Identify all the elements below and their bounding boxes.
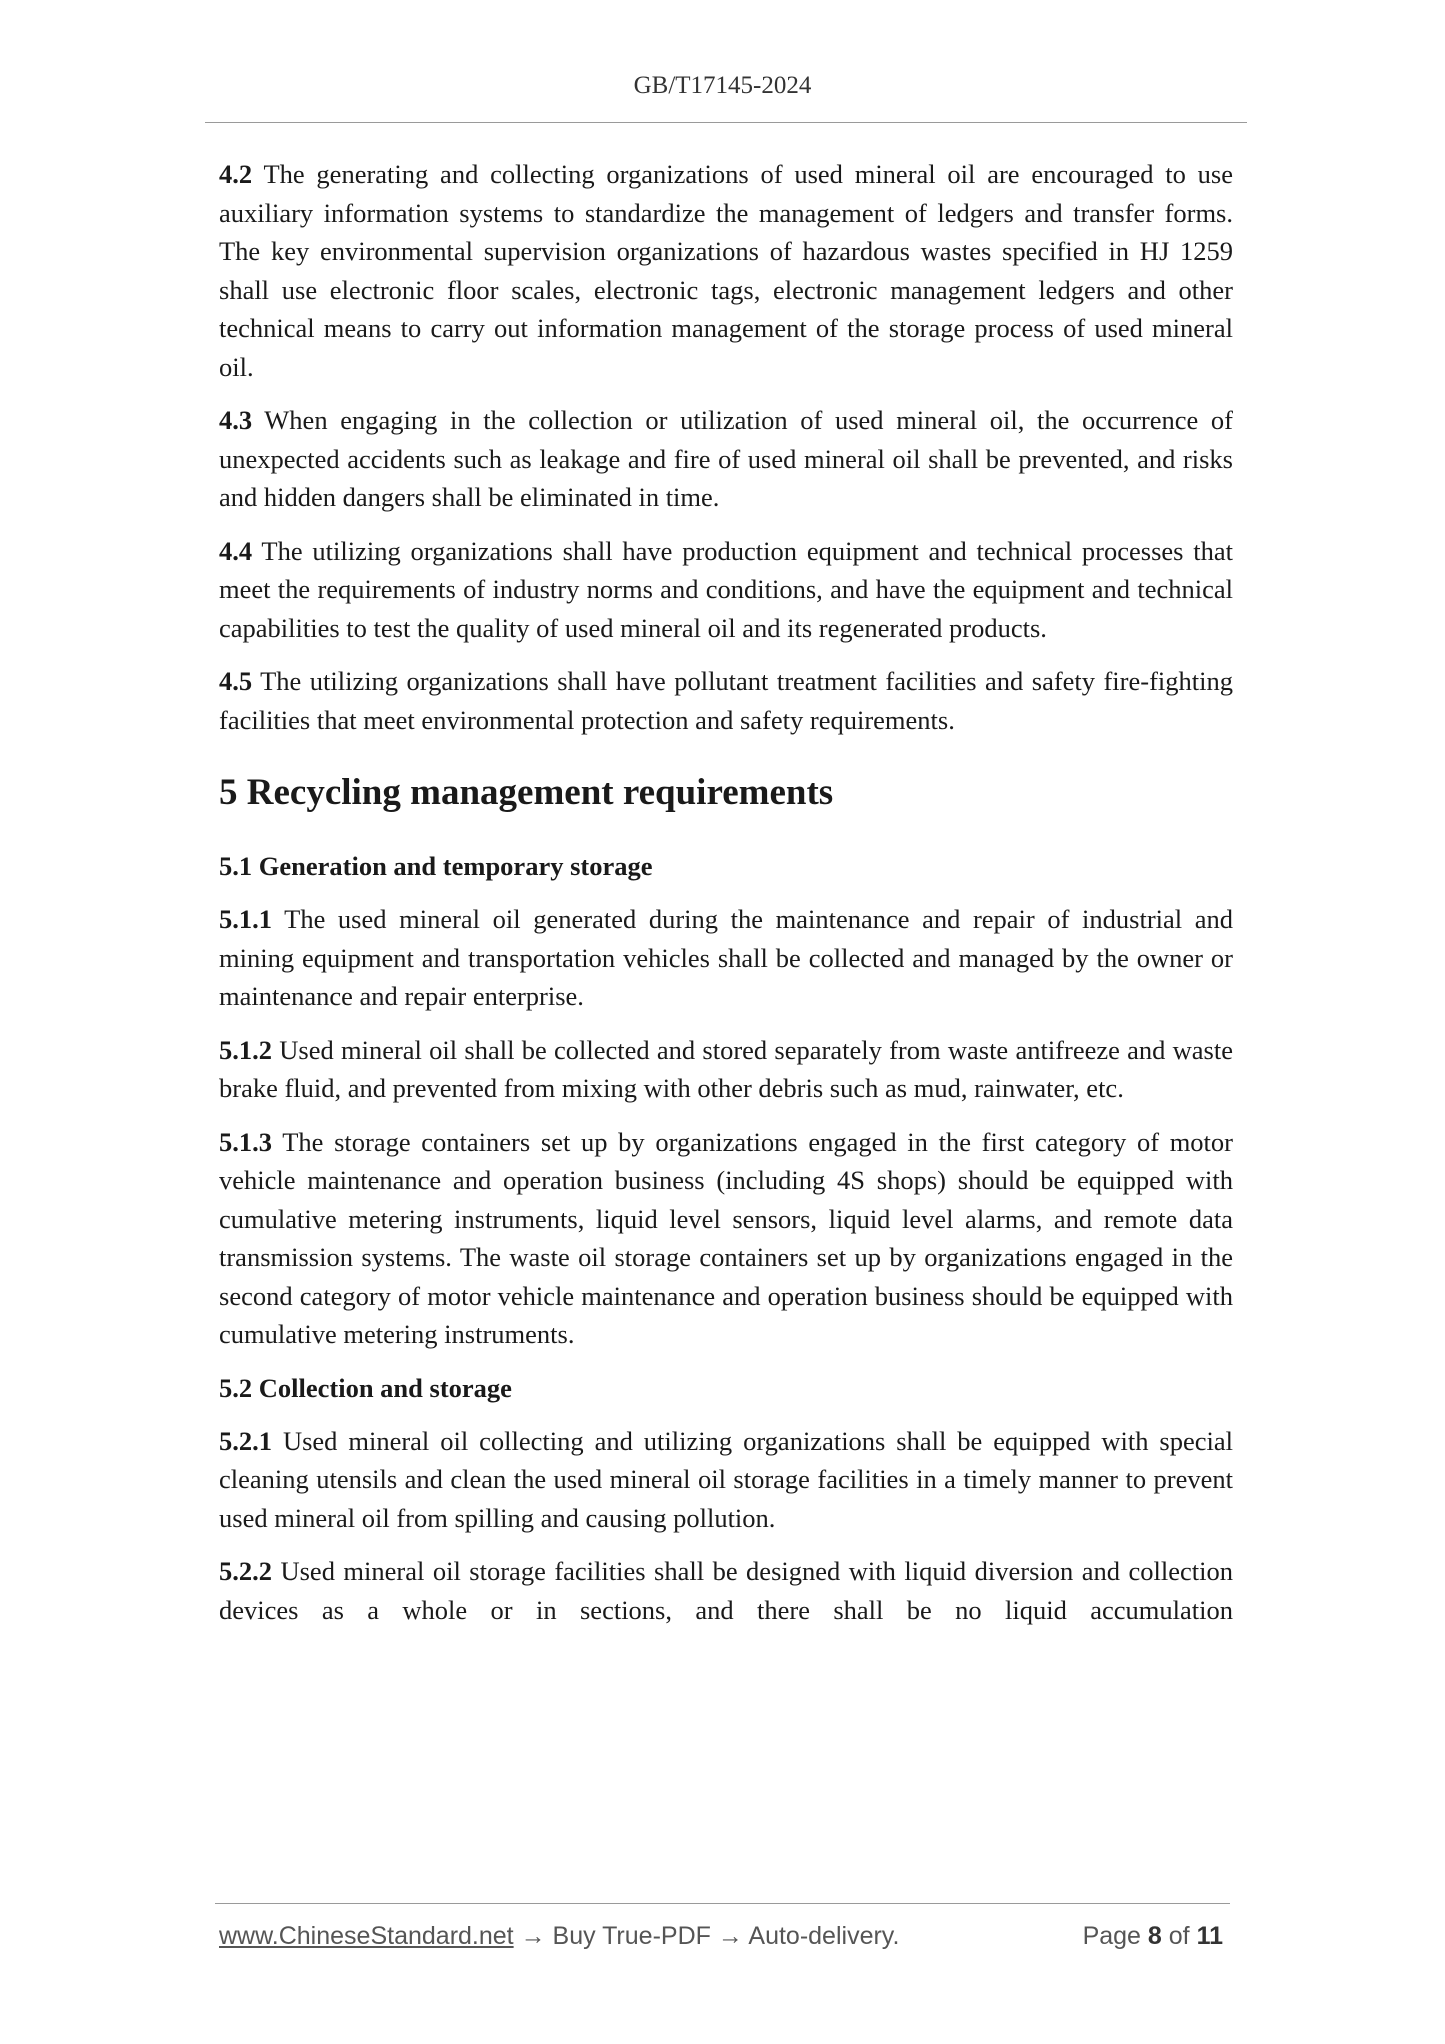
clause-number: 5.1.2: [219, 1034, 272, 1065]
clause-5-1-1: [219, 900, 1233, 1016]
page-indicator: [1083, 1922, 1223, 1951]
clause-number: 4.2: [219, 159, 253, 189]
header-divider: [205, 122, 1247, 123]
clause-text: The utilizing organizations shall have pollutant treatment facilities and safety fire-fighting facilities that meet environmental protection and safety requirements.: [219, 666, 1233, 735]
page-of-label: of: [1161, 1922, 1197, 1950]
clause-4-4: [219, 532, 1233, 648]
footer-tagline: → Buy True-PDF → Auto-delivery.: [513, 1922, 900, 1950]
clause-number: 4.4: [219, 535, 253, 566]
section-5-1-heading: 5.1 Generation and temporary storage: [219, 851, 653, 881]
clause-text: Used mineral oil shall be collected and stored separately from waste antifreeze and waste brake fluid, and prevented from mixing with other debris such as mud, rainwater, etc.: [219, 1034, 1233, 1103]
section-5-2-heading: 5.2 Collection and storage: [219, 1372, 512, 1403]
clause-number: 4.3: [219, 405, 253, 435]
clause-text: The generating and collecting organizations of used mineral oil are encouraged to use auxiliary information systems to standardize the management of ledgers and transfer forms. The key environmental supervision organizations of hazardous wastes specified in HJ 1259 shall use electronic floor scales, electronic tags, electronic management ledgers and other technical means to carry out information management of the storage process of used mineral oil.: [219, 159, 1233, 382]
clause-text: The utilizing organizations shall have production equipment and technical processes that meet the requirements of industry norms and conditions, and have the equipment and technical capabilities to test the quality of used mineral oil and its regenerated products.: [219, 535, 1233, 643]
section-5-heading: 5 Recycling management requirements: [219, 772, 834, 813]
clause-number: 5.2.2: [219, 1556, 272, 1586]
clause-text: Used mineral oil storage facilities shall be designed with liquid diversion and collection devices as a whole or in sections, and there shall be no liquid accumulation: [219, 1556, 1233, 1625]
clause-number: 4.5: [219, 666, 253, 696]
clause-text: The storage containers set up by organizations engaged in the first category of motor vehicle maintenance and operation business (including 4S shops) should be equipped with cumulative metering instruments, liquid level sensors, liquid level alarms, and remote data transmission systems. The waste oil storage containers set up by organizations engaged in the second category of motor vehicle maintenance and operation business should be equipped with cumulative metering instruments.: [219, 1126, 1233, 1349]
clause-4-3: [219, 401, 1233, 517]
document-body: [219, 155, 1233, 1629]
website-link[interactable]: www.ChineseStandard.net: [219, 1922, 514, 1950]
current-page-number: 8: [1147, 1922, 1162, 1950]
clause-text: Used mineral oil collecting and utilizing organizations shall be equipped with special cleaning utensils and clean the used mineral oil storage facilities in a timely manner to prevent used mineral oil from spilling and causing pollution.: [219, 1425, 1233, 1533]
standard-code-header: GB/T17145-2024: [633, 72, 812, 99]
clause-number: 5.1.1: [219, 904, 272, 934]
clause-4-5: [219, 662, 1233, 739]
clause-5-2-1: [219, 1422, 1233, 1538]
clause-number: 5.2.1: [219, 1425, 272, 1456]
total-pages-number: 11: [1196, 1922, 1223, 1950]
footer-promo: [219, 1922, 899, 1951]
clause-4-2: [219, 155, 1233, 386]
clause-number: 5.1.3: [219, 1126, 272, 1157]
clause-text: When engaging in the collection or utilization of used mineral oil, the occurrence of unexpected accidents such as leakage and fire of used mineral oil shall be prevented, and risks and hidden dangers shall be eliminated in time.: [219, 405, 1233, 512]
clause-5-1-3: [219, 1123, 1233, 1354]
page-label: Page: [1082, 1922, 1148, 1950]
clause-5-2-2: [219, 1552, 1233, 1629]
clause-5-1-2: [219, 1031, 1233, 1108]
clause-text: The used mineral oil generated during the maintenance and repair of industrial and mining equipment and transportation vehicles shall be collected and managed by the owner or maintenance and repair enterprise.: [219, 904, 1233, 1011]
footer-divider: [215, 1903, 1230, 1904]
